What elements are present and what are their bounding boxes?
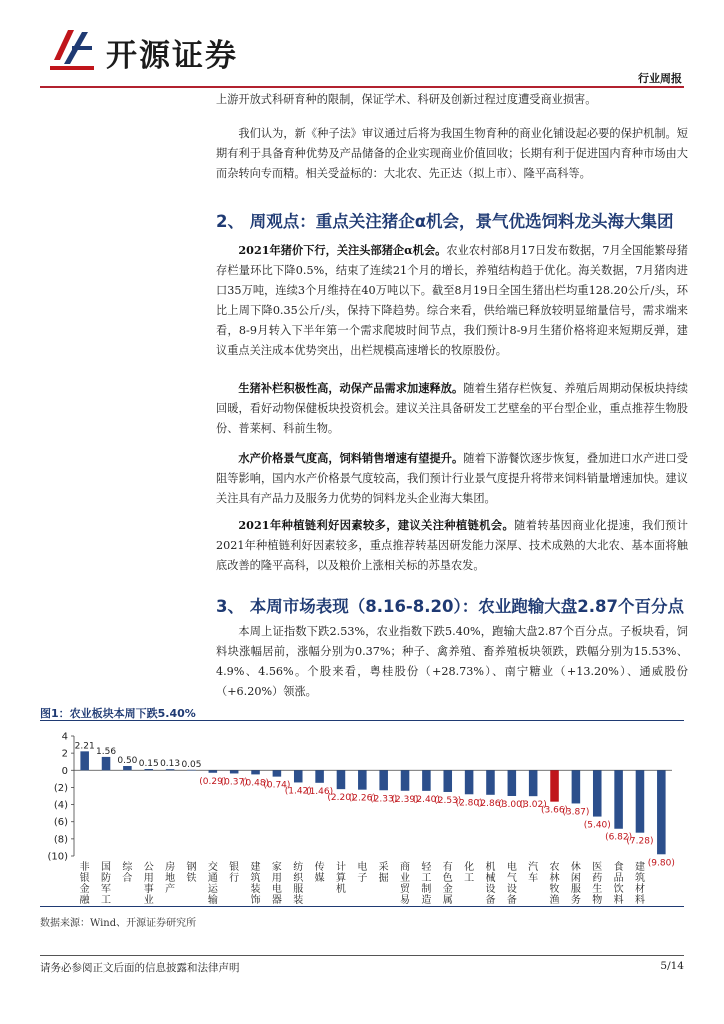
bar	[550, 770, 559, 801]
category-label: 农林牧渔	[549, 862, 560, 904]
category-label: 食品饮料	[613, 862, 624, 904]
y-tick-label: 2	[61, 748, 68, 760]
bar	[636, 770, 645, 832]
y-tick-label: (8)	[53, 834, 68, 846]
value-label: 1.56	[96, 746, 117, 757]
bar	[401, 770, 410, 790]
value-label: 0.13	[160, 759, 181, 770]
bar	[315, 770, 324, 783]
p2-lead: 生猪补栏积极性高，动保产品需求加速释放。	[238, 381, 464, 395]
page-header	[40, 16, 684, 88]
section-2-p1	[216, 240, 688, 361]
value-label: (2.20)	[327, 793, 355, 804]
value-labels-group	[75, 741, 675, 868]
p4-body: 随着转基因商业化提速，我们预计2021年种植链利好因素较多，重点推荐转基因研发能力深厚、技术成熟的大北农、基本面将触底改善的隆平高科，以及粮价上涨相关标的苏垦农发。	[216, 519, 688, 572]
bar	[657, 770, 666, 854]
value-label: (2.53)	[434, 795, 462, 806]
figure-bottom-rule	[40, 906, 684, 907]
footer-divider	[40, 955, 684, 956]
paragraph-intro-cont: 上游开放式科研育种的限制，保证学术、科研及创新过程过度遭受商业损害。	[216, 93, 597, 106]
value-label: 0.05	[181, 759, 202, 770]
figure-top-rule	[40, 720, 684, 721]
value-label: (0.29)	[199, 776, 227, 787]
category-label: 休闲服务	[570, 862, 581, 904]
category-label: 计算机	[335, 862, 346, 895]
value-label: (2.26)	[348, 793, 376, 804]
value-label: (3.66)	[541, 805, 569, 816]
bar	[422, 770, 431, 791]
brand-name: 开源证券	[106, 38, 238, 74]
value-label: (1.42)	[284, 786, 312, 797]
section-2-p2	[216, 378, 688, 439]
value-label: (5.40)	[583, 820, 611, 831]
category-labels-group	[80, 860, 645, 904]
bar	[593, 770, 602, 816]
bar	[614, 770, 623, 828]
bar	[443, 770, 452, 792]
p3-body: 随着下游餐饮逐步恢复，叠加进口水产进口受阻等影响，国内水产价格景气度较高，我们预计行业景气度提升将带来饲料销量增速加快。建议关注具有产品力及服务力优势的饲料龙头企业海大集团。	[216, 452, 688, 505]
value-label: (0.37)	[220, 777, 248, 788]
category-label: 交通运输	[207, 862, 218, 904]
value-label: 0.50	[117, 756, 138, 766]
value-label: (0.74)	[263, 780, 291, 791]
p5-body: 本周上证指数下跌2.53%，农业指数下跌5.40%，跑输大盘2.87个百分点。子板块看，饲料块涨幅居前，涨幅分别为0.37%；种子、禽养殖、畜养殖板块领跌，跌幅分别为15.53%、4.9%、4.56%。个股来看，粤桂股份（+28.73%）、南宁糖业（+13.20%）、通威股份（+6.20%）领涨。	[216, 625, 688, 698]
section-3-p5	[216, 622, 688, 702]
category-label: 化工	[464, 862, 475, 884]
value-label: (2.80)	[455, 798, 483, 809]
bar	[166, 769, 175, 770]
category-label: 商业贸易	[400, 862, 411, 904]
value-label: (2.33)	[370, 794, 398, 805]
value-label: (3.02)	[519, 800, 547, 811]
bar	[508, 770, 517, 796]
category-label: 医药生物	[592, 862, 603, 904]
category-label: 采掘	[378, 862, 389, 884]
bar	[80, 751, 89, 770]
figure-title: 图1：农业板块本周下跌5.40%	[40, 707, 196, 720]
bar	[379, 770, 388, 790]
bar	[572, 770, 581, 803]
section-3-heading: 3、 本周市场表现（8.16-8.20）：农业跑输大盘2.87个百分点	[216, 597, 684, 616]
category-label: 家用电器	[271, 862, 282, 904]
bar	[230, 770, 239, 773]
value-label: (2.86)	[476, 798, 504, 809]
y-tick-label: (2)	[53, 782, 68, 794]
bar	[187, 770, 196, 771]
bar	[251, 770, 260, 774]
category-label: 有色金属	[442, 862, 453, 904]
category-label: 房地产	[165, 862, 176, 895]
value-label: (3.00)	[498, 800, 526, 810]
section-tag: 行业周报	[638, 72, 682, 85]
value-label: (0.48)	[242, 778, 270, 789]
bar	[123, 766, 132, 770]
p1-lead: 2021年猪价下行，关注头部猪企α机会。	[238, 243, 447, 257]
y-tick-label: (6)	[53, 817, 68, 829]
bar	[337, 770, 346, 789]
value-label: (2.40)	[412, 794, 440, 805]
category-label: 电气设备	[506, 862, 517, 904]
section-2-p3	[216, 448, 688, 509]
category-label: 纺织服装	[293, 862, 304, 904]
category-label: 银行	[229, 862, 240, 884]
y-tick-label: 4	[61, 731, 68, 743]
category-label: 轻工制造	[421, 862, 432, 904]
section-2-heading: 2、 周观点：重点关注猪企α机会，景气优选饲料龙头海大集团	[216, 212, 674, 231]
header-divider	[40, 86, 684, 88]
p1-body: 农业农村部8月17日发布数据，7月全国能繁母猪存栏量环比下降0.5%，结束了连续21个月的增长，养殖结构趋于优化。海关数据，7月猪肉进口35万吨，连续3个月维持在40万吨以下。截至8月19日全国生猪出栏均重128.20公斤/头，环比上周下降0.35公斤/头，保持下降趋势。综合来看，供给端已释放较明显缩量信号，需求端来看，8-9月转入下半年第一个需求爬坡时间节点，我们预计8-9月生猪价格将迎来短期反弹，建议重点关注成本优势突出，出栏规模高速增长的牧原股份。	[216, 244, 688, 357]
value-label: 0.15	[138, 759, 159, 769]
bar	[358, 770, 367, 789]
y-tick-label: (4)	[53, 800, 68, 812]
bar	[465, 770, 474, 794]
figure-source: 数据来源：Wind、开源证券研究所	[40, 918, 197, 929]
category-label: 机械设备	[485, 862, 496, 904]
bar	[102, 757, 111, 770]
bar	[294, 770, 303, 782]
paragraph-view: 我们认为，新《种子法》审议通过后将为我国生物育种的商业化铺设起必要的保护机制。短期有利于具备育种优势及产品储备的企业实现商业价值回收；长期有利于促进国内育种市场由大而杂转向专而精。相关受益标的：大北农、先正达（拟上市）、隆平高科等。	[216, 127, 688, 180]
p4-lead: 2021年种植链利好因素较多，建议关注种植链机会。	[238, 518, 515, 532]
category-label: 建筑装饰	[250, 862, 261, 904]
value-label: (1.46)	[306, 786, 334, 797]
p3-lead: 水产价格景气度高，饲料销售增速有望提升。	[238, 451, 464, 465]
footer-disclaimer: 请务必参阅正文后面的信息披露和法律声明	[40, 962, 240, 974]
category-label: 公用事业	[143, 862, 154, 904]
page-number: 5/14	[660, 960, 684, 972]
bar	[529, 770, 538, 796]
bar	[486, 770, 495, 795]
value-label: (6.82)	[605, 832, 633, 843]
category-label: 传媒	[314, 862, 325, 884]
section-2-p4	[216, 515, 688, 576]
value-label: (2.39)	[391, 794, 419, 805]
y-tick-label: 0	[61, 765, 68, 777]
p2-body: 随着生猪存栏恢复、养殖后周期动保板块持续回暖，看好动物保健板块投资机会。建议关注具备研发工艺壁垒的平台型企业，重点推荐生物股份、普莱柯、科前生物。	[216, 382, 688, 435]
category-label: 汽车	[528, 862, 539, 884]
logo-icon	[48, 22, 96, 72]
bar	[209, 770, 218, 772]
y-tick-label: (10)	[47, 851, 68, 863]
bar	[273, 770, 282, 776]
category-label: 综合	[122, 862, 133, 884]
category-label: 建筑材料	[634, 862, 645, 904]
category-label: 非银金融	[79, 862, 90, 904]
intro-block	[216, 90, 688, 110]
bar	[144, 769, 153, 770]
view-block	[216, 124, 688, 184]
value-label: (9.80)	[647, 858, 675, 869]
category-label: 电子	[357, 862, 368, 884]
value-label: (7.28)	[626, 836, 654, 847]
category-label: 钢铁	[186, 862, 197, 884]
value-label: 2.21	[74, 741, 95, 752]
sector-bar-chart	[40, 724, 684, 904]
value-label: (3.87)	[562, 807, 590, 818]
category-label: 国防军工	[101, 862, 112, 904]
